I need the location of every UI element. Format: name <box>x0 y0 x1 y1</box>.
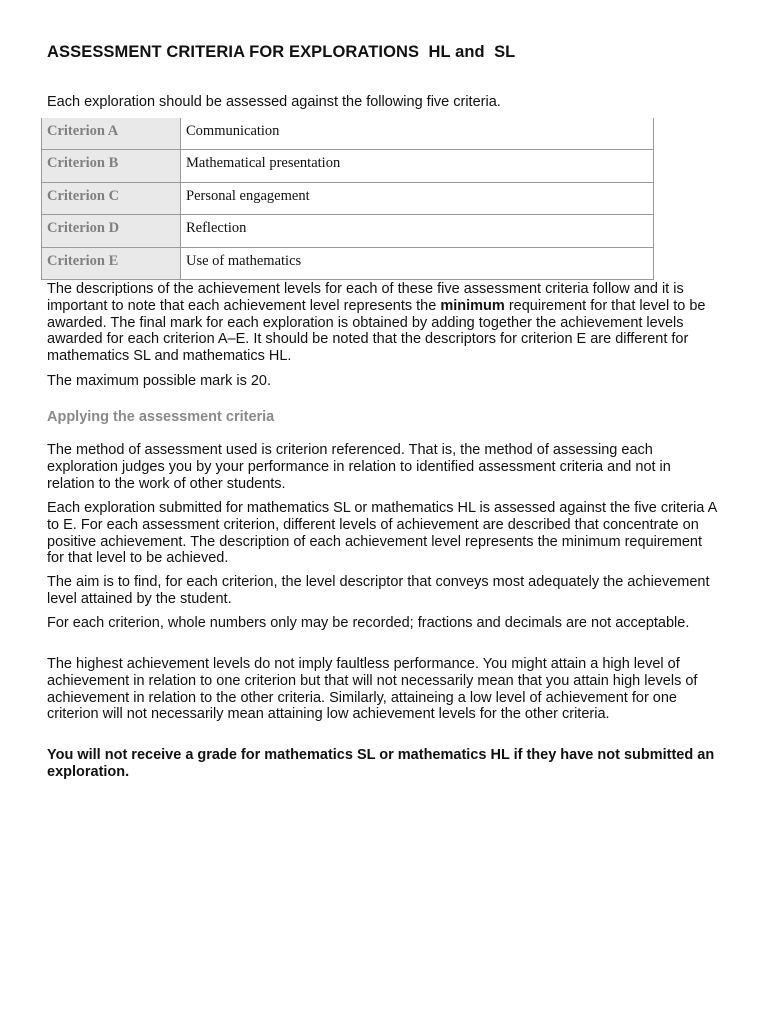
criterion-label: Criterion C <box>42 182 181 214</box>
criterion-name: Communication <box>181 118 654 150</box>
criterion-name: Personal engagement <box>181 182 654 214</box>
aim-paragraph: The aim is to find, for each criterion, the level descriptor that conveys most adequately the achievement level attained by the student. <box>47 574 710 607</box>
page-title: ASSESSMENT CRITERIA FOR EXPLORATIONS HL and SL <box>47 43 516 61</box>
descriptions-paragraph <box>47 281 717 365</box>
table-row <box>42 215 654 247</box>
criterion-label: Criterion A <box>42 118 181 150</box>
criterion-label: Criterion E <box>42 247 181 279</box>
max-mark-text: The maximum possible mark is 20. <box>47 373 272 389</box>
each-exploration-paragraph: Each exploration submitted for mathematics SL or mathematics HL is assessed against the five criteria A to E. For each assessment criterion, different levels of achievement are described that concentrate on positive achievement. The description of each achievement level represents the minimum requirement for that level to be achieved. <box>47 500 717 567</box>
criterion-name: Reflection <box>181 215 654 247</box>
criterion-name: Mathematical presentation <box>181 150 654 182</box>
descriptions-text-2: requirement for that level to be awarded. The final mark for each exploration is obtained by adding together the achievement levels awarded for each criterion A–E. It should be noted that the descriptors for criterion E are different for mathematics SL and mathematics HL. <box>47 297 706 365</box>
table-row <box>42 118 654 150</box>
table-row <box>42 150 654 182</box>
criterion-label: Criterion B <box>42 150 181 182</box>
criteria-table <box>41 118 654 280</box>
descriptions-emphasis: minimum <box>440 297 505 314</box>
criterion-label: Criterion D <box>42 215 181 247</box>
table-row <box>42 182 654 214</box>
highest-levels-paragraph: The highest achievement levels do not imply faultless performance. You might attain a high level of achievement in relation to one criterion but that will not necessarily mean that you attain high levels of achievement in relation to the other criteria. Similarly, attaineing a low level of achievement for one criterion will not necessarily mean attaining low achievement levels for the other criteria. <box>47 656 698 723</box>
descriptions-text-1: The descriptions of the achievement levels for each of these five assessment criteria follow and it is important to note that each achievement level represents the <box>47 281 684 314</box>
section-heading: Applying the assessment criteria <box>47 409 275 425</box>
criterion-name: Use of mathematics <box>181 247 654 279</box>
table-row <box>42 247 654 279</box>
warning-paragraph: You will not receive a grade for mathematics SL or mathematics HL if they have not submitted an exploration. <box>47 747 715 780</box>
intro-text: Each exploration should be assessed against the following five criteria. <box>47 94 501 110</box>
method-paragraph: The method of assessment used is criterion referenced. That is, the method of assessing each exploration judges you by your performance in relation to identified assessment criteria and not in relation to the work of other students. <box>47 442 671 492</box>
whole-numbers-paragraph: For each criterion, whole numbers only may be recorded; fractions and decimals are not acceptable. <box>47 615 690 631</box>
